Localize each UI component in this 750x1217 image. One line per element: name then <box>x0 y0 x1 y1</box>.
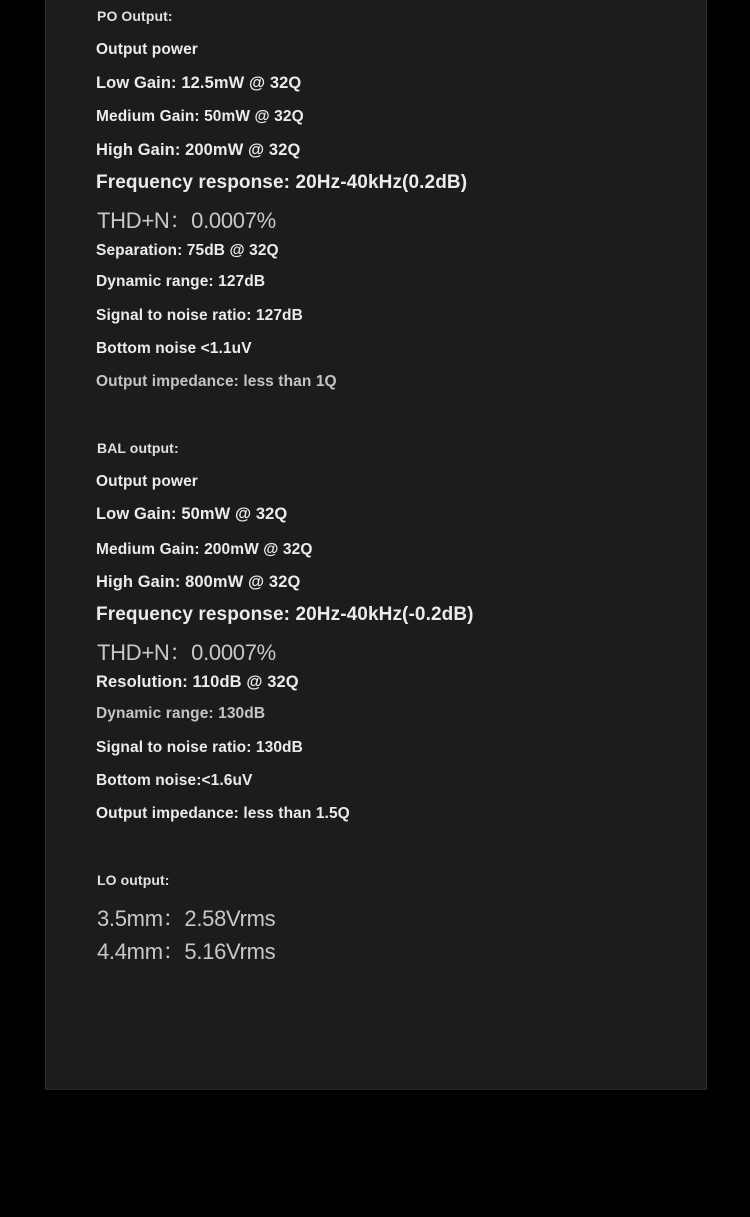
bal-thd-n: THD+N：0.0007% <box>97 640 276 665</box>
po-signal-to-noise: Signal to noise ratio: 127dB <box>96 307 303 324</box>
po-output-heading: PO Output: <box>97 8 173 24</box>
bal-high-gain: High Gain: 800mW @ 32Q <box>96 573 301 591</box>
po-bottom-noise: Bottom noise <1.1uV <box>96 340 252 357</box>
po-separation: Separation: 75dB @ 32Q <box>96 242 279 259</box>
po-high-gain: High Gain: 200mW @ 32Q <box>96 141 301 159</box>
bal-output-heading: BAL output: <box>97 440 179 456</box>
bal-resolution: Resolution: 110dB @ 32Q <box>96 673 299 691</box>
bal-dynamic-range: Dynamic range: 130dB <box>96 705 266 722</box>
po-output-power-label: Output power <box>96 41 198 58</box>
po-medium-gain: Medium Gain: 50mW @ 32Q <box>96 108 304 125</box>
bal-medium-gain: Medium Gain: 200mW @ 32Q <box>96 541 313 558</box>
bal-frequency-response: Frequency response: 20Hz-40kHz(-0.2dB) <box>96 604 474 625</box>
bal-bottom-noise: Bottom noise:<1.6uV <box>96 772 253 789</box>
bal-output-power-label: Output power <box>96 473 198 490</box>
po-low-gain: Low Gain: 12.5mW @ 32Q <box>96 74 302 92</box>
lo-output-heading: LO output: <box>97 872 170 888</box>
po-dynamic-range: Dynamic range: 127dB <box>96 273 266 290</box>
bal-output-impedance: Output impedance: less than 1.5Q <box>96 805 350 822</box>
bal-low-gain: Low Gain: 50mW @ 32Q <box>96 505 288 523</box>
bal-signal-to-noise: Signal to noise ratio: 130dB <box>96 739 303 756</box>
po-output-impedance: Output impedance: less than 1Q <box>96 373 337 390</box>
po-frequency-response: Frequency response: 20Hz-40kHz(0.2dB) <box>96 172 468 193</box>
po-thd-n: THD+N：0.0007% <box>97 208 276 233</box>
lo-4-4mm-voltage: 4.4mm：5.16Vrms <box>97 939 276 964</box>
lo-3-5mm-voltage: 3.5mm：2.58Vrms <box>97 906 276 931</box>
